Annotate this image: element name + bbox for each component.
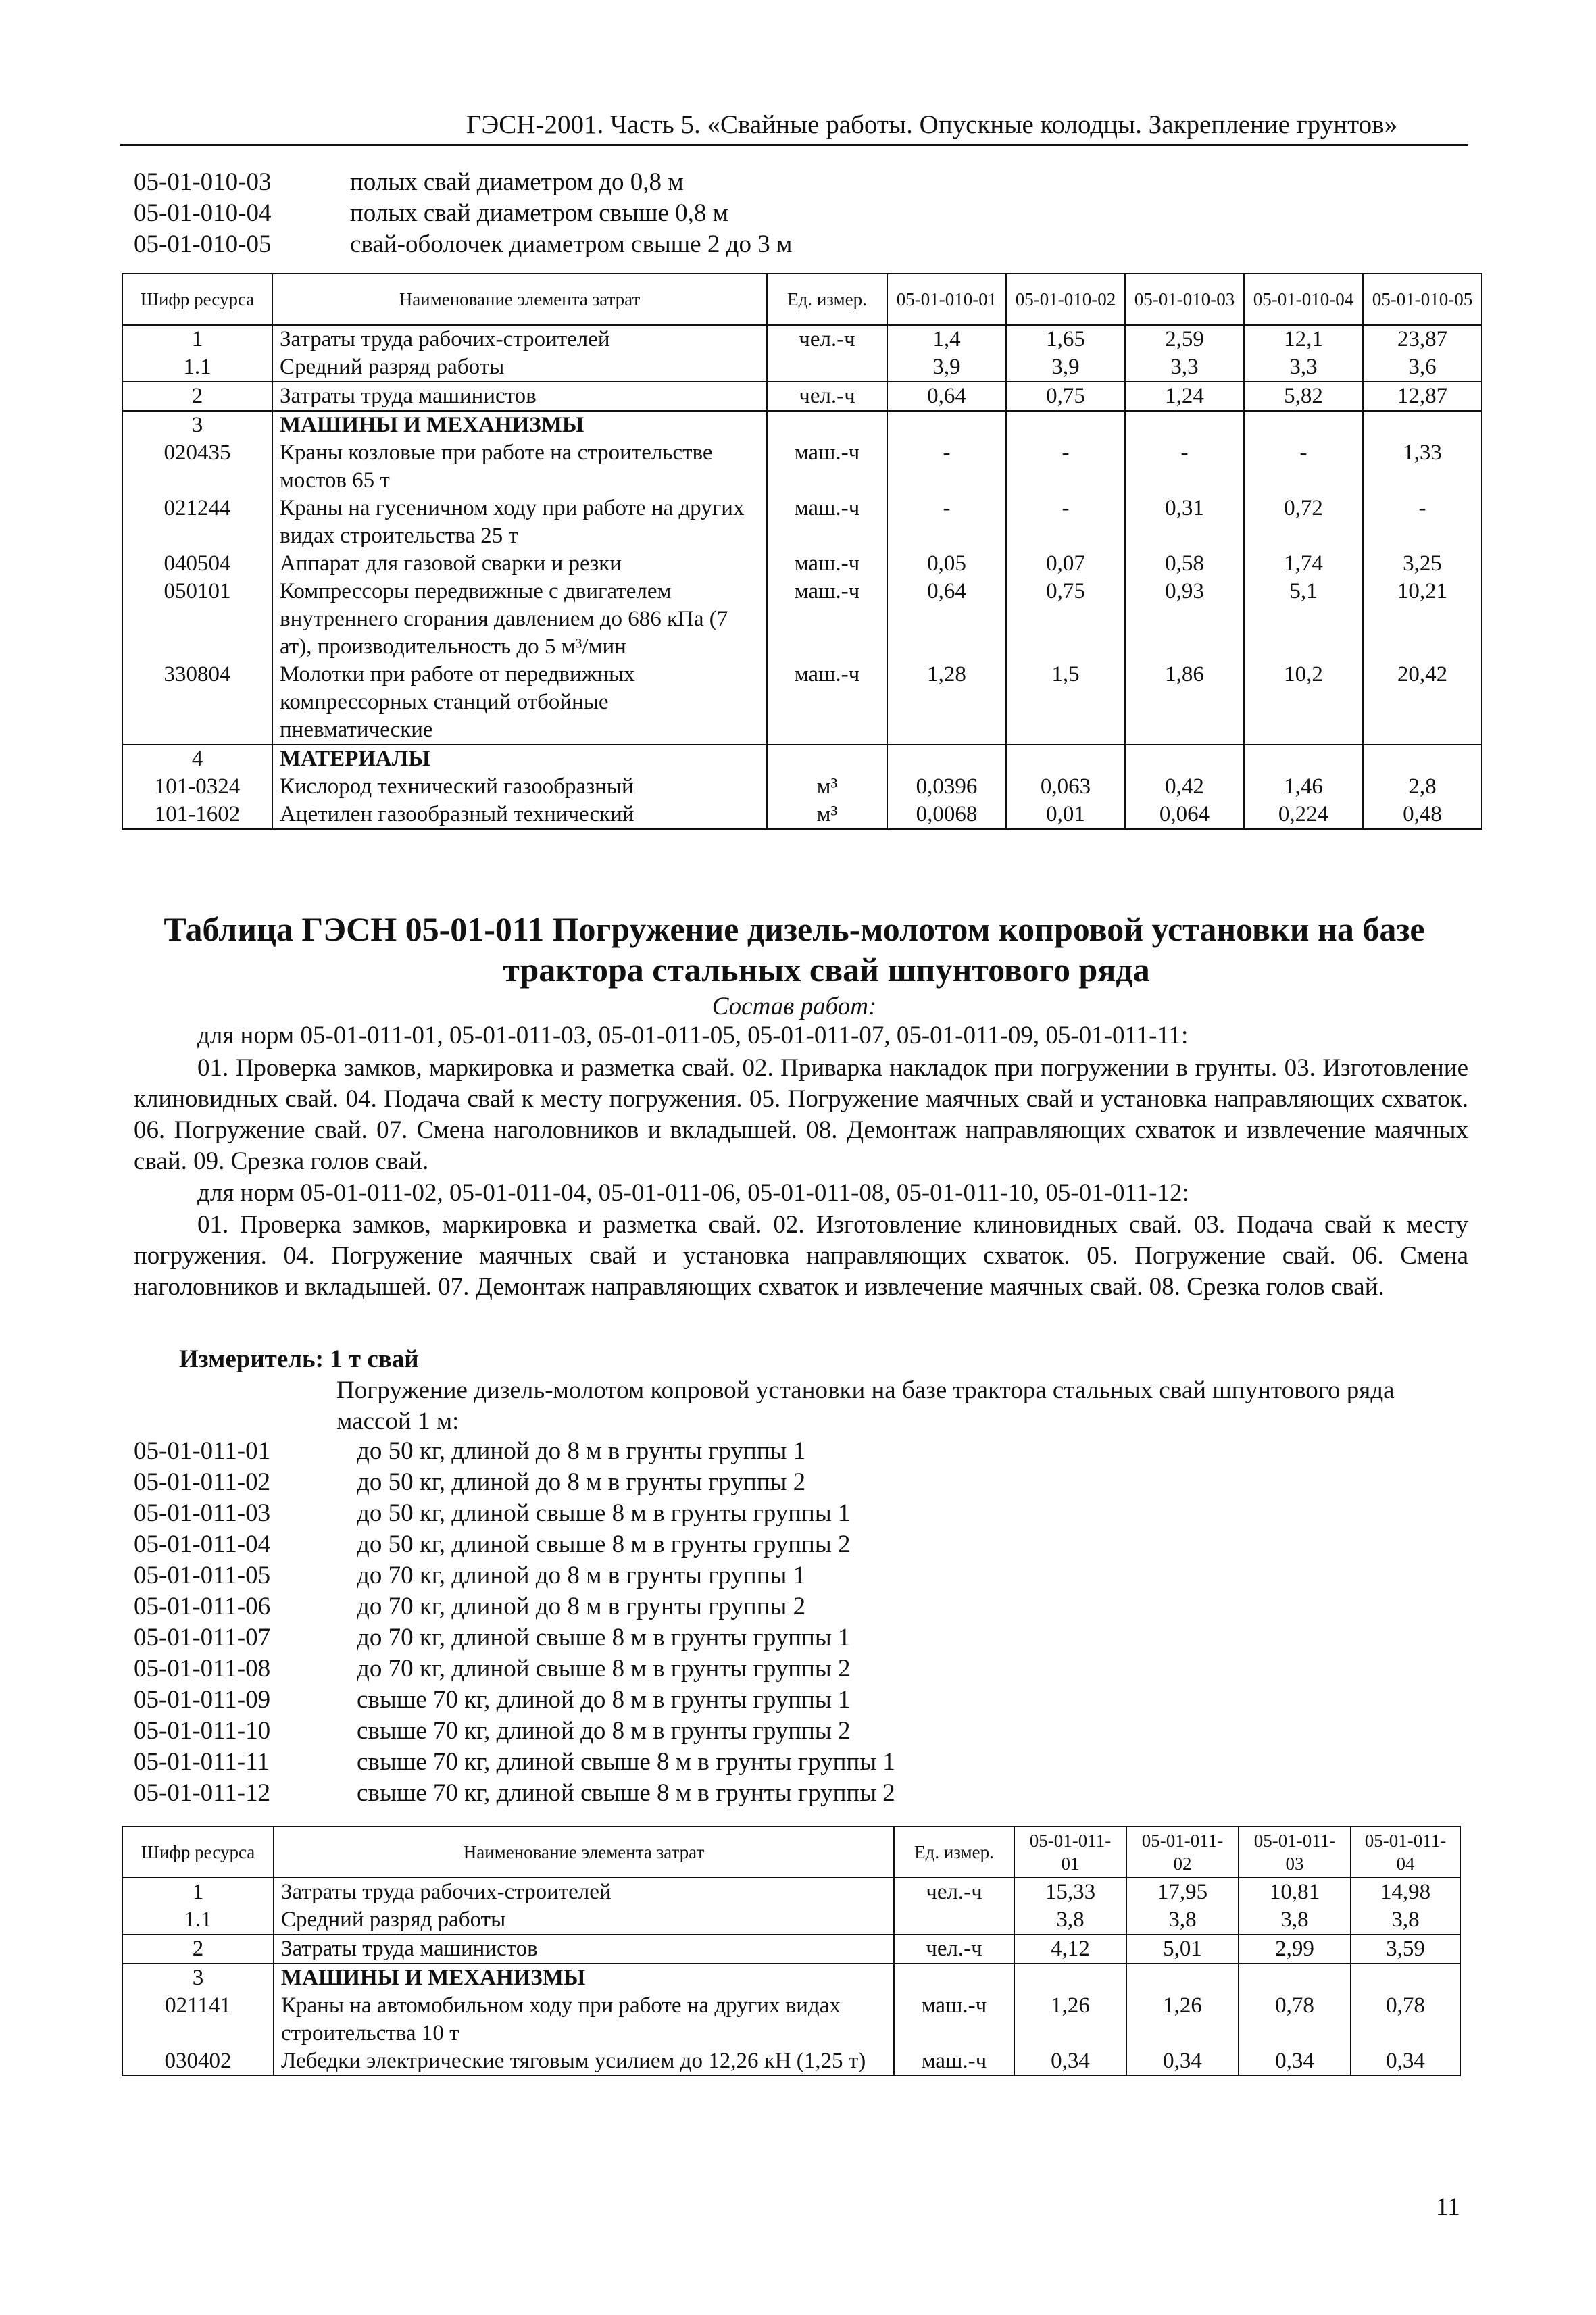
cell-code: 3 (122, 1964, 274, 1992)
cell-code: 2 (122, 382, 272, 411)
cell-value: 3,3 (1125, 353, 1244, 382)
section-title: МАШИНЫ И МЕХАНИЗМЫ (272, 411, 767, 439)
top-code-list (134, 168, 945, 262)
cell-value: 0,0068 (887, 801, 1006, 829)
cell-name: Краны на автомобильном ходу при работе на других видах строительства 10 т (274, 1992, 894, 2047)
cell-name: Краны на гусеничном ходу при работе на других видах строительства 25 т (272, 495, 767, 550)
cell-code: 4 (122, 745, 272, 773)
cell-value: 0,34 (1351, 2047, 1460, 2076)
cell-value: 1,26 (1014, 1992, 1126, 2047)
cell-value (1006, 745, 1125, 773)
cell-name: Аппарат для газовой сварки и резки (272, 550, 767, 578)
cell-value: 15,33 (1014, 1878, 1126, 1906)
code-description: до 50 кг, длиной свыше 8 м в грунты группы 2 (357, 1530, 851, 1558)
cell-value: 0,75 (1006, 382, 1125, 411)
cell-value: 1,24 (1125, 382, 1244, 411)
resource-table-010 (122, 273, 1482, 830)
cell-code: 330804 (122, 661, 272, 745)
cell-value: 0,063 (1006, 773, 1125, 801)
code-number: 05-01-010-04 (134, 199, 272, 227)
cell-code: 1 (122, 1878, 274, 1906)
table-row (122, 578, 1482, 661)
cell-value: 14,98 (1351, 1878, 1460, 1906)
cell-value: - (887, 495, 1006, 550)
work-composition-heading: Состав работ: (712, 993, 877, 1020)
cell-value (887, 745, 1006, 773)
table-header-row (122, 274, 1482, 325)
cell-value: 0,72 (1244, 495, 1363, 550)
cell-value: 5,82 (1244, 382, 1363, 411)
col-header-norm: 05-01-011-03 (1239, 1826, 1351, 1878)
cell-unit: м³ (767, 773, 887, 801)
cell-value (1363, 411, 1482, 439)
col-header-norm: 05-01-010-01 (887, 274, 1006, 325)
col-header-norm: 05-01-011-02 (1126, 1826, 1239, 1878)
cell-unit: маш.-ч (767, 495, 887, 550)
code-number: 05-01-010-03 (134, 168, 272, 196)
cell-value (1014, 1964, 1126, 1992)
cell-value: 1,26 (1126, 1992, 1239, 2047)
col-header-norm: 05-01-011-01 (1014, 1826, 1126, 1878)
cell-code: 020435 (122, 439, 272, 495)
table-row (122, 1906, 1460, 1935)
cell-value: 0,34 (1126, 2047, 1239, 2076)
cell-value: 2,8 (1363, 773, 1482, 801)
cell-value (1239, 1964, 1351, 1992)
cell-value: 0,93 (1125, 578, 1244, 661)
code-number: 05-01-011-03 (134, 1499, 271, 1527)
cell-value: 1,5 (1006, 661, 1125, 745)
code-description: полых свай диаметром до 0,8 м (350, 168, 684, 196)
cell-unit: маш.-ч (767, 439, 887, 495)
cell-value (1351, 1964, 1460, 1992)
cell-name: Затраты труда машинистов (272, 382, 767, 411)
code-description: до 70 кг, длиной свыше 8 м в грунты группы 1 (357, 1624, 851, 1651)
cell-value: 0,64 (887, 382, 1006, 411)
code-number: 05-01-011-05 (134, 1562, 271, 1589)
table-title-line1: Таблица ГЭСН 05-01-011 Погружение дизель-молотом копровой установки на базе (164, 910, 1425, 948)
cell-code: 030402 (122, 2047, 274, 2076)
table-row (122, 353, 1482, 382)
norms-list-1: для норм 05-01-011-01, 05-01-011-03, 05-01-011-05, 05-01-011-07, 05-01-011-09, 05-01-011-11: (197, 1022, 1189, 1049)
cell-value: 0,78 (1239, 1992, 1351, 2047)
code-number: 05-01-010-05 (134, 230, 272, 258)
cell-code: 1.1 (122, 1906, 274, 1935)
code-description: до 70 кг, длиной до 8 м в грунты группы 1 (357, 1562, 806, 1589)
cell-value: 4,12 (1014, 1935, 1126, 1964)
cell-unit: чел.-ч (767, 382, 887, 411)
cell-value: 10,2 (1244, 661, 1363, 745)
cell-unit: маш.-ч (767, 578, 887, 661)
cell-value: 0,064 (1125, 801, 1244, 829)
code-number: 05-01-011-10 (134, 1717, 271, 1745)
cell-value: 3,9 (1006, 353, 1125, 382)
cell-value: 3,8 (1126, 1906, 1239, 1935)
cell-value: 0,48 (1363, 801, 1482, 829)
cell-value: 0,58 (1125, 550, 1244, 578)
table-row (122, 382, 1482, 411)
cell-unit: чел.-ч (767, 325, 887, 353)
cell-unit: маш.-ч (894, 2047, 1014, 2076)
cell-value (1126, 1964, 1239, 1992)
cell-unit (767, 353, 887, 382)
cell-code: 1.1 (122, 353, 272, 382)
cell-name: Кислород технический газообразный (272, 773, 767, 801)
cell-value: 3,8 (1351, 1906, 1460, 1935)
table-row (122, 495, 1482, 550)
table-title-line2: трактора стальных свай шпунтового ряда (503, 951, 1150, 989)
col-header-norm: 05-01-011-04 (1351, 1826, 1460, 1878)
cell-value (887, 411, 1006, 439)
cell-value (1363, 745, 1482, 773)
col-header-norm: 05-01-010-02 (1006, 274, 1125, 325)
code-number: 05-01-011-04 (134, 1530, 271, 1558)
cell-name: Ацетилен газообразный технический (272, 801, 767, 829)
cell-code: 040504 (122, 550, 272, 578)
cell-unit: м³ (767, 801, 887, 829)
table-header-row (122, 1826, 1460, 1878)
cell-value: 3,25 (1363, 550, 1482, 578)
code-number: 05-01-011-12 (134, 1779, 271, 1807)
cell-unit: чел.-ч (894, 1878, 1014, 1906)
table-row (122, 439, 1482, 495)
cell-value: 0,07 (1006, 550, 1125, 578)
col-header-shifr: Шифр ресурса (122, 1826, 274, 1878)
cell-value: 5,01 (1126, 1935, 1239, 1964)
cell-name: Затраты труда рабочих-строителей (274, 1878, 894, 1906)
table-row (122, 773, 1482, 801)
table-section-row (122, 745, 1482, 773)
cell-value: 0,05 (887, 550, 1006, 578)
cell-code: 1 (122, 325, 272, 353)
cell-unit: маш.-ч (767, 550, 887, 578)
col-header-name: Наименование элемента затрат (272, 274, 767, 325)
cell-value (1125, 745, 1244, 773)
table-row (122, 325, 1482, 353)
cell-value: 0,64 (887, 578, 1006, 661)
cell-name: Затраты труда рабочих-строителей (272, 325, 767, 353)
cell-value: - (1244, 439, 1363, 495)
cell-value: 17,95 (1126, 1878, 1239, 1906)
table-section-row (122, 1964, 1460, 1992)
cell-name: Молотки при работе от передвижных компрессорных станций отбойные пневматические (272, 661, 767, 745)
cell-name: Лебедки электрические тяговым усилием до 12,26 кН (1,25 т) (274, 2047, 894, 2076)
col-header-name: Наименование элемента затрат (274, 1826, 894, 1878)
code-description: свыше 70 кг, длиной свыше 8 м в грунты группы 2 (357, 1779, 895, 1807)
cell-value: 1,46 (1244, 773, 1363, 801)
cell-value (1006, 411, 1125, 439)
code-description: полых свай диаметром свыше 0,8 м (350, 199, 729, 227)
cell-value (1244, 745, 1363, 773)
measurer: Измеритель: 1 т свай (179, 1345, 419, 1373)
operations-list-1: 01. Проверка замков, маркировка и разметка свай. 02. Приварка накладок при погружении в грунты. 03. Изготовление клиновидных свай. 04. Подача свай к месту погружения. 05. Погружение маячных свай и установка направляющих схваток. 06. Погружение свай. 07. Смена наголовников и вкладышей. 08. Демонтаж направляющих схваток и извлечение маячных свай. 09. Срезка голов свай. (134, 1054, 1468, 1175)
code-number: 05-01-011-07 (134, 1624, 271, 1651)
cell-code: 101-1602 (122, 801, 272, 829)
code-description: до 50 кг, длиной свыше 8 м в грунты группы 1 (357, 1499, 851, 1527)
cell-value: 1,28 (887, 661, 1006, 745)
cell-unit (894, 1964, 1014, 1992)
code-description: до 50 кг, длиной до 8 м в грунты группы 1 (357, 1437, 806, 1465)
cell-value: - (1125, 439, 1244, 495)
cell-value: 0,78 (1351, 1992, 1460, 2047)
code-description: до 50 кг, длиной до 8 м в грунты группы 2 (357, 1468, 806, 1496)
col-header-norm: 05-01-010-03 (1125, 274, 1244, 325)
cell-value: 0,34 (1014, 2047, 1126, 2076)
cell-name: Средний разряд работы (274, 1906, 894, 1935)
cell-value: 0,01 (1006, 801, 1125, 829)
cell-code: 050101 (122, 578, 272, 661)
table-row (122, 661, 1482, 745)
cell-value: 3,3 (1244, 353, 1363, 382)
code-description: свыше 70 кг, длиной свыше 8 м в грунты группы 1 (357, 1748, 895, 1776)
cell-value: 0,0396 (887, 773, 1006, 801)
cell-value: 12,87 (1363, 382, 1482, 411)
col-header-shifr: Шифр ресурса (122, 274, 272, 325)
cell-value: 10,21 (1363, 578, 1482, 661)
cell-value: - (1363, 495, 1482, 550)
cell-value: 1,4 (887, 325, 1006, 353)
cell-value: - (1006, 495, 1125, 550)
code-number: 05-01-011-09 (134, 1686, 271, 1714)
table-section-row (122, 411, 1482, 439)
col-header-norm: 05-01-010-05 (1363, 274, 1482, 325)
cell-unit (767, 745, 887, 773)
cell-value: 0,224 (1244, 801, 1363, 829)
code-number: 05-01-011-01 (134, 1437, 271, 1465)
cell-name: Затраты труда машинистов (274, 1935, 894, 1964)
cell-code: 021244 (122, 495, 272, 550)
code-description: свыше 70 кг, длиной до 8 м в грунты группы 1 (357, 1686, 851, 1714)
table-row (122, 1992, 1460, 2047)
cell-value: 0,34 (1239, 2047, 1351, 2076)
table-row (122, 1935, 1460, 1964)
cell-name: Компрессоры передвижные с двигателем внутреннего сгорания давлением до 686 кПа (7 ат), производительность до 5 м³/мин (272, 578, 767, 661)
cell-value: 12,1 (1244, 325, 1363, 353)
code-description: до 70 кг, длиной свыше 8 м в грунты группы 2 (357, 1655, 851, 1683)
code-description: свыше 70 кг, длиной до 8 м в грунты группы 2 (357, 1717, 851, 1745)
cell-value (1244, 411, 1363, 439)
cell-unit: чел.-ч (894, 1935, 1014, 1964)
section-title: МАШИНЫ И МЕХАНИЗМЫ (274, 1964, 894, 1992)
cell-value: 0,75 (1006, 578, 1125, 661)
page-number: 11 (1436, 2193, 1460, 2221)
cell-value: 2,59 (1125, 325, 1244, 353)
table-row (122, 801, 1482, 829)
cell-value: 3,8 (1014, 1906, 1126, 1935)
cell-value: 3,6 (1363, 353, 1482, 382)
cell-unit (894, 1906, 1014, 1935)
cell-code: 3 (122, 411, 272, 439)
cell-code: 2 (122, 1935, 274, 1964)
norm-code-list (134, 1437, 1147, 1815)
norms-list-2: для норм 05-01-011-02, 05-01-011-04, 05-01-011-06, 05-01-011-08, 05-01-011-10, 05-01-011-12: (197, 1179, 1189, 1207)
cell-name: Краны козловые при работе на строительстве мостов 65 т (272, 439, 767, 495)
cell-value: 0,31 (1125, 495, 1244, 550)
cell-value: 2,99 (1239, 1935, 1351, 1964)
cell-value: 3,8 (1239, 1906, 1351, 1935)
cell-value: 23,87 (1363, 325, 1482, 353)
section-intro: Погружение дизель-молотом копровой установки на базе трактора стальных свай шпунтового ряда массой 1 м: (336, 1376, 1395, 1435)
cell-value: - (887, 439, 1006, 495)
cell-unit: маш.-ч (894, 1992, 1014, 2047)
cell-unit (767, 411, 887, 439)
cell-value: - (1006, 439, 1125, 495)
running-header: ГЭСН-2001. Часть 5. «Свайные работы. Опускные колодцы. Закрепление грунтов» (466, 110, 1398, 139)
cell-value: 1,86 (1125, 661, 1244, 745)
code-number: 05-01-011-02 (134, 1468, 271, 1496)
cell-value: 20,42 (1363, 661, 1482, 745)
table-row (122, 1878, 1460, 1906)
section-title: МАТЕРИАЛЫ (272, 745, 767, 773)
header-rule (120, 144, 1468, 146)
code-number: 05-01-011-11 (134, 1748, 270, 1776)
cell-value: 1,74 (1244, 550, 1363, 578)
cell-code: 021141 (122, 1992, 274, 2047)
code-number: 05-01-011-06 (134, 1593, 271, 1620)
cell-value (1125, 411, 1244, 439)
cell-value: 3,9 (887, 353, 1006, 382)
cell-value: 3,59 (1351, 1935, 1460, 1964)
operations-list-2: 01. Проверка замков, маркировка и разметка свай. 02. Изготовление клиновидных свай. 03. Подача свай к месту погружения. 04. Погружение маячных свай и установка направляющих схваток. 05. Погружение свай. 06. Смена наголовников и вкладышей. 07. Демонтаж направляющих схваток и извлечение маячных свай. 08. Срезка голов свай. (134, 1211, 1468, 1301)
table-row (122, 2047, 1460, 2076)
table-row (122, 550, 1482, 578)
cell-unit: маш.-ч (767, 661, 887, 745)
cell-value: 1,33 (1363, 439, 1482, 495)
resource-table-011 (122, 1826, 1461, 2076)
code-description: свай-оболочек диаметром свыше 2 до 3 м (350, 230, 793, 258)
code-description: до 70 кг, длиной до 8 м в грунты группы 2 (357, 1593, 806, 1620)
cell-value: 10,81 (1239, 1878, 1351, 1906)
col-header-unit: Ед. измер. (894, 1826, 1014, 1878)
cell-name: Средний разряд работы (272, 353, 767, 382)
cell-value: 5,1 (1244, 578, 1363, 661)
cell-value: 1,65 (1006, 325, 1125, 353)
col-header-unit: Ед. измер. (767, 274, 887, 325)
code-number: 05-01-011-08 (134, 1655, 271, 1683)
cell-code: 101-0324 (122, 773, 272, 801)
cell-value: 0,42 (1125, 773, 1244, 801)
col-header-norm: 05-01-010-04 (1244, 274, 1363, 325)
